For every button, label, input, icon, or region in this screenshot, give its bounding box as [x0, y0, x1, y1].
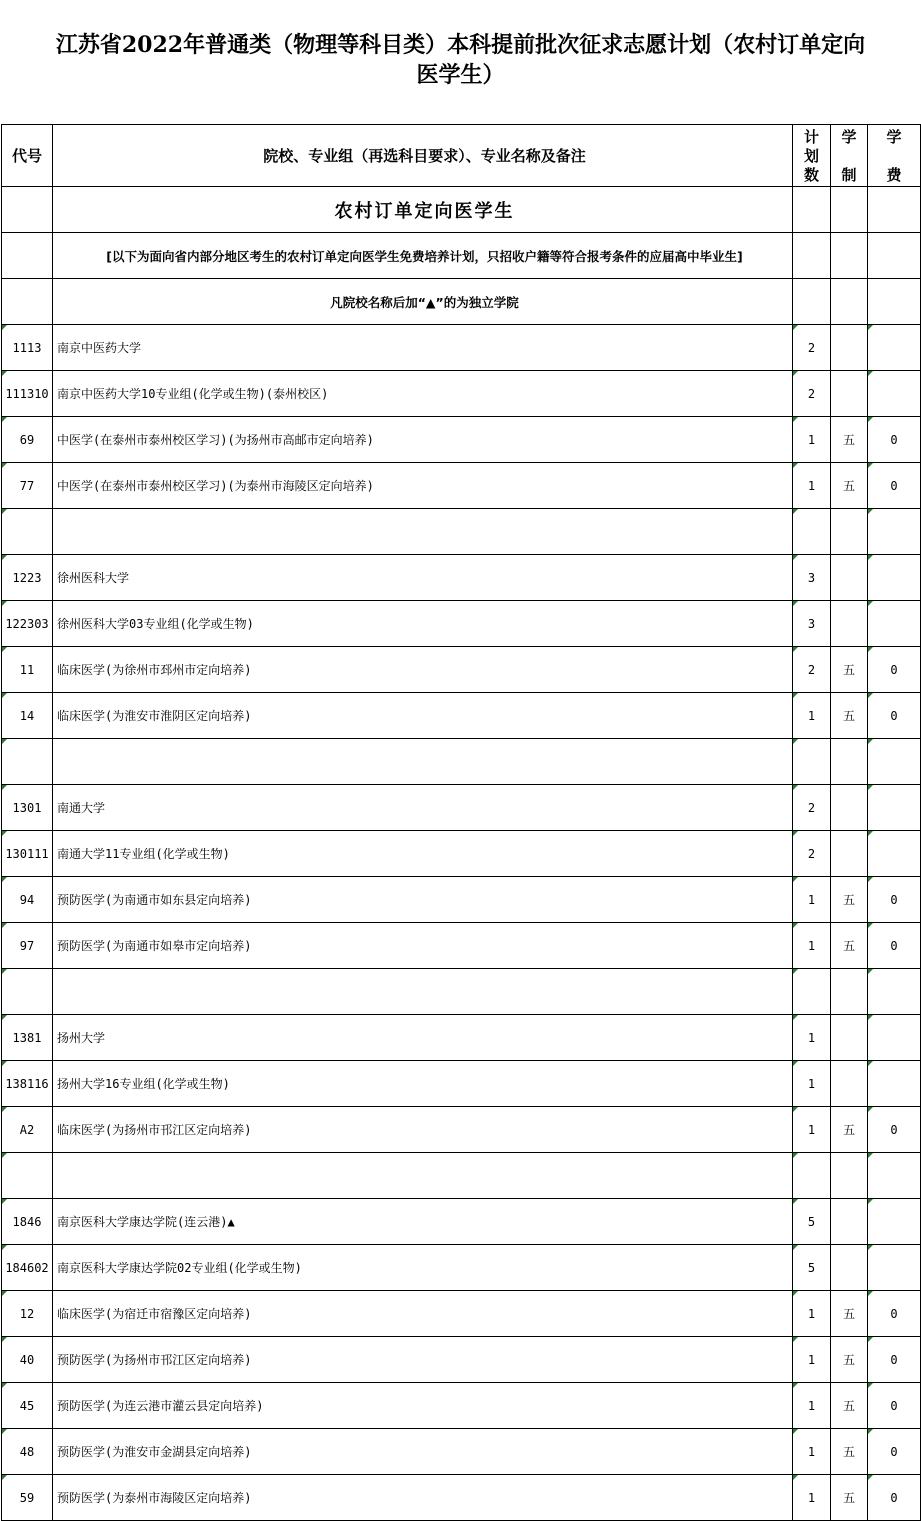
row-plan-count: 5 [793, 1199, 831, 1245]
row-plan-count: 2 [793, 831, 831, 877]
row-code: 97 [2, 923, 53, 969]
row-name: 南通大学11专业组(化学或生物) [53, 831, 793, 877]
header-fee-char-2: 费 [886, 165, 902, 184]
row-code [2, 969, 53, 1015]
row-length [831, 1153, 868, 1199]
row-name: 预防医学(为南通市如皋市定向培养) [53, 923, 793, 969]
row-fee: 0 [868, 417, 921, 463]
header-plan-char-1: 计 [803, 127, 819, 146]
row-name: 扬州大学16专业组(化学或生物) [53, 1061, 793, 1107]
row-code: 94 [2, 877, 53, 923]
row-plan-count: 1 [793, 1475, 831, 1521]
table-row [2, 831, 921, 877]
row-plan-count: 1 [793, 1337, 831, 1383]
row-name: 临床医学(为扬州市邗江区定向培养) [53, 1107, 793, 1153]
header-length [831, 125, 868, 187]
row-fee [868, 601, 921, 647]
row-fee [868, 1245, 921, 1291]
header-code: 代号 [2, 125, 53, 187]
header-fee-char-1: 学 [886, 127, 902, 146]
row-code: 1113 [2, 325, 53, 371]
row-length: 五 [831, 1291, 868, 1337]
row-fee [868, 1061, 921, 1107]
title-line-1: 江苏省2022年普通类（物理等科目类）本科提前批次征求志愿计划（农村订单定向 [55, 32, 866, 58]
row-length [831, 509, 868, 555]
row-plan-count: 2 [793, 325, 831, 371]
table-row [2, 1153, 921, 1199]
row-code: 1301 [2, 785, 53, 831]
row-fee: 0 [868, 693, 921, 739]
row-plan-count: 1 [793, 923, 831, 969]
table-row [2, 1245, 921, 1291]
row-name: 预防医学(为南通市如东县定向培养) [53, 877, 793, 923]
row-code: 48 [2, 1429, 53, 1475]
table-row [2, 969, 921, 1015]
row-length [831, 555, 868, 601]
row-plan-count: 1 [793, 463, 831, 509]
row-length [831, 601, 868, 647]
row-name [53, 739, 793, 785]
row-name: 临床医学(为徐州市邳州市定向培养) [53, 647, 793, 693]
row-length [831, 1015, 868, 1061]
table-row [2, 1199, 921, 1245]
row-name [53, 509, 793, 555]
row-code: 40 [2, 1337, 53, 1383]
table-row [2, 463, 921, 509]
row-plan-count: 1 [793, 1015, 831, 1061]
row-code: 122303 [2, 601, 53, 647]
row-length [831, 831, 868, 877]
row-fee: 0 [868, 463, 921, 509]
table-row [2, 601, 921, 647]
row-length: 五 [831, 647, 868, 693]
section-note-row [2, 233, 921, 279]
table-row [2, 371, 921, 417]
row-plan-count: 3 [793, 601, 831, 647]
row-fee [868, 1199, 921, 1245]
section-heading-row [2, 187, 921, 233]
row-plan-count: 1 [793, 693, 831, 739]
row-name: 南京医科大学康达学院02专业组(化学或生物) [53, 1245, 793, 1291]
row-name: 预防医学(为扬州市邗江区定向培养) [53, 1337, 793, 1383]
row-length: 五 [831, 1107, 868, 1153]
row-name: 徐州医科大学 [53, 555, 793, 601]
row-name: 中医学(在泰州市泰州校区学习)(为泰州市海陵区定向培养) [53, 463, 793, 509]
table-row [2, 1475, 921, 1521]
header-plan-char-2: 划 [803, 146, 819, 165]
row-length: 五 [831, 693, 868, 739]
row-fee [868, 969, 921, 1015]
table-row [2, 1383, 921, 1429]
row-length [831, 785, 868, 831]
row-length: 五 [831, 1383, 868, 1429]
row-length: 五 [831, 1337, 868, 1383]
row-code: 11 [2, 647, 53, 693]
table-row [2, 1107, 921, 1153]
row-fee: 0 [868, 1383, 921, 1429]
row-fee: 0 [868, 1337, 921, 1383]
row-fee: 0 [868, 1475, 921, 1521]
section-note: [以下为面向省内部分地区考生的农村订单定向医学生免费培养计划，只招收户籍等符合报考条件的应届高中毕业生] [53, 233, 793, 279]
independent-college-note: 凡院校名称后加“▲”的为独立学院 [53, 279, 793, 325]
header-fee [868, 125, 921, 187]
row-fee [868, 555, 921, 601]
row-plan-count: 1 [793, 417, 831, 463]
row-code [2, 509, 53, 555]
table-row [2, 1337, 921, 1383]
table-row [2, 877, 921, 923]
row-name: 徐州医科大学03专业组(化学或生物) [53, 601, 793, 647]
row-plan-count [793, 739, 831, 785]
row-plan-count: 1 [793, 1383, 831, 1429]
header-length-char-1: 学 [841, 127, 857, 146]
row-length [831, 371, 868, 417]
row-plan-count: 2 [793, 785, 831, 831]
row-name [53, 1153, 793, 1199]
row-length [831, 1061, 868, 1107]
section-heading: 农村订单定向医学生 [53, 187, 793, 233]
row-length [831, 739, 868, 785]
row-name: 中医学(在泰州市泰州校区学习)(为扬州市高邮市定向培养) [53, 417, 793, 463]
row-fee: 0 [868, 923, 921, 969]
row-fee: 0 [868, 1429, 921, 1475]
row-code [2, 739, 53, 785]
table-row [2, 509, 921, 555]
row-code: 77 [2, 463, 53, 509]
row-name: 预防医学(为泰州市海陵区定向培养) [53, 1475, 793, 1521]
title-line-2: 医学生） [416, 62, 505, 88]
row-code: 12 [2, 1291, 53, 1337]
table-row [2, 325, 921, 371]
row-plan-count: 2 [793, 647, 831, 693]
row-name: 南京中医药大学10专业组(化学或生物)(泰州校区) [53, 371, 793, 417]
row-fee [868, 1015, 921, 1061]
row-code: 1846 [2, 1199, 53, 1245]
row-fee: 0 [868, 1291, 921, 1337]
row-plan-count: 1 [793, 1429, 831, 1475]
row-name: 临床医学(为宿迁市宿豫区定向培养) [53, 1291, 793, 1337]
row-length [831, 1199, 868, 1245]
table-row [2, 1015, 921, 1061]
table-row [2, 693, 921, 739]
row-plan-count: 1 [793, 1107, 831, 1153]
row-fee [868, 739, 921, 785]
row-code: 14 [2, 693, 53, 739]
row-fee [868, 831, 921, 877]
table-header-row [2, 125, 921, 187]
row-length: 五 [831, 1475, 868, 1521]
row-name: 临床医学(为淮安市淮阴区定向培养) [53, 693, 793, 739]
table-row [2, 923, 921, 969]
header-name: 院校、专业组（再选科目要求）、专业名称及备注 [53, 125, 793, 187]
header-plan [793, 125, 831, 187]
table-row [2, 555, 921, 601]
row-name: 南京医科大学康达学院(连云港)▲ [53, 1199, 793, 1245]
row-plan-count: 1 [793, 1061, 831, 1107]
row-length: 五 [831, 463, 868, 509]
table-row [2, 417, 921, 463]
row-plan-count: 1 [793, 1291, 831, 1337]
row-fee [868, 785, 921, 831]
row-plan-count [793, 509, 831, 555]
independent-college-note-row [2, 279, 921, 325]
row-length: 五 [831, 1429, 868, 1475]
row-plan-count: 1 [793, 877, 831, 923]
row-plan-count: 2 [793, 371, 831, 417]
row-fee: 0 [868, 1107, 921, 1153]
row-code: 69 [2, 417, 53, 463]
table-row [2, 647, 921, 693]
row-fee [868, 1153, 921, 1199]
table-row [2, 1061, 921, 1107]
row-name: 预防医学(为连云港市灌云县定向培养) [53, 1383, 793, 1429]
row-plan-count: 3 [793, 555, 831, 601]
row-code: 111310 [2, 371, 53, 417]
row-fee: 0 [868, 647, 921, 693]
row-name [53, 969, 793, 1015]
table-row [2, 1429, 921, 1475]
page-title [0, 30, 921, 90]
row-code [2, 1153, 53, 1199]
row-code: 184602 [2, 1245, 53, 1291]
table-row [2, 739, 921, 785]
row-length: 五 [831, 877, 868, 923]
row-length: 五 [831, 417, 868, 463]
row-fee [868, 371, 921, 417]
header-length-char-2: 制 [841, 165, 857, 184]
row-code: 59 [2, 1475, 53, 1521]
row-length: 五 [831, 923, 868, 969]
row-plan-count: 5 [793, 1245, 831, 1291]
row-name: 南京中医药大学 [53, 325, 793, 371]
row-code: 1223 [2, 555, 53, 601]
row-fee [868, 325, 921, 371]
row-name: 南通大学 [53, 785, 793, 831]
row-length [831, 325, 868, 371]
header-plan-char-3: 数 [803, 165, 819, 184]
row-length [831, 1245, 868, 1291]
row-plan-count [793, 969, 831, 1015]
table-row [2, 1291, 921, 1337]
row-code: 138116 [2, 1061, 53, 1107]
row-code: 130111 [2, 831, 53, 877]
row-code: 45 [2, 1383, 53, 1429]
table-row [2, 785, 921, 831]
row-fee: 0 [868, 877, 921, 923]
row-length [831, 969, 868, 1015]
row-name: 预防医学(为淮安市金湖县定向培养) [53, 1429, 793, 1475]
row-plan-count [793, 1153, 831, 1199]
row-fee [868, 509, 921, 555]
row-code: A2 [2, 1107, 53, 1153]
row-name: 扬州大学 [53, 1015, 793, 1061]
row-code: 1381 [2, 1015, 53, 1061]
enrollment-plan-table [1, 124, 921, 1521]
